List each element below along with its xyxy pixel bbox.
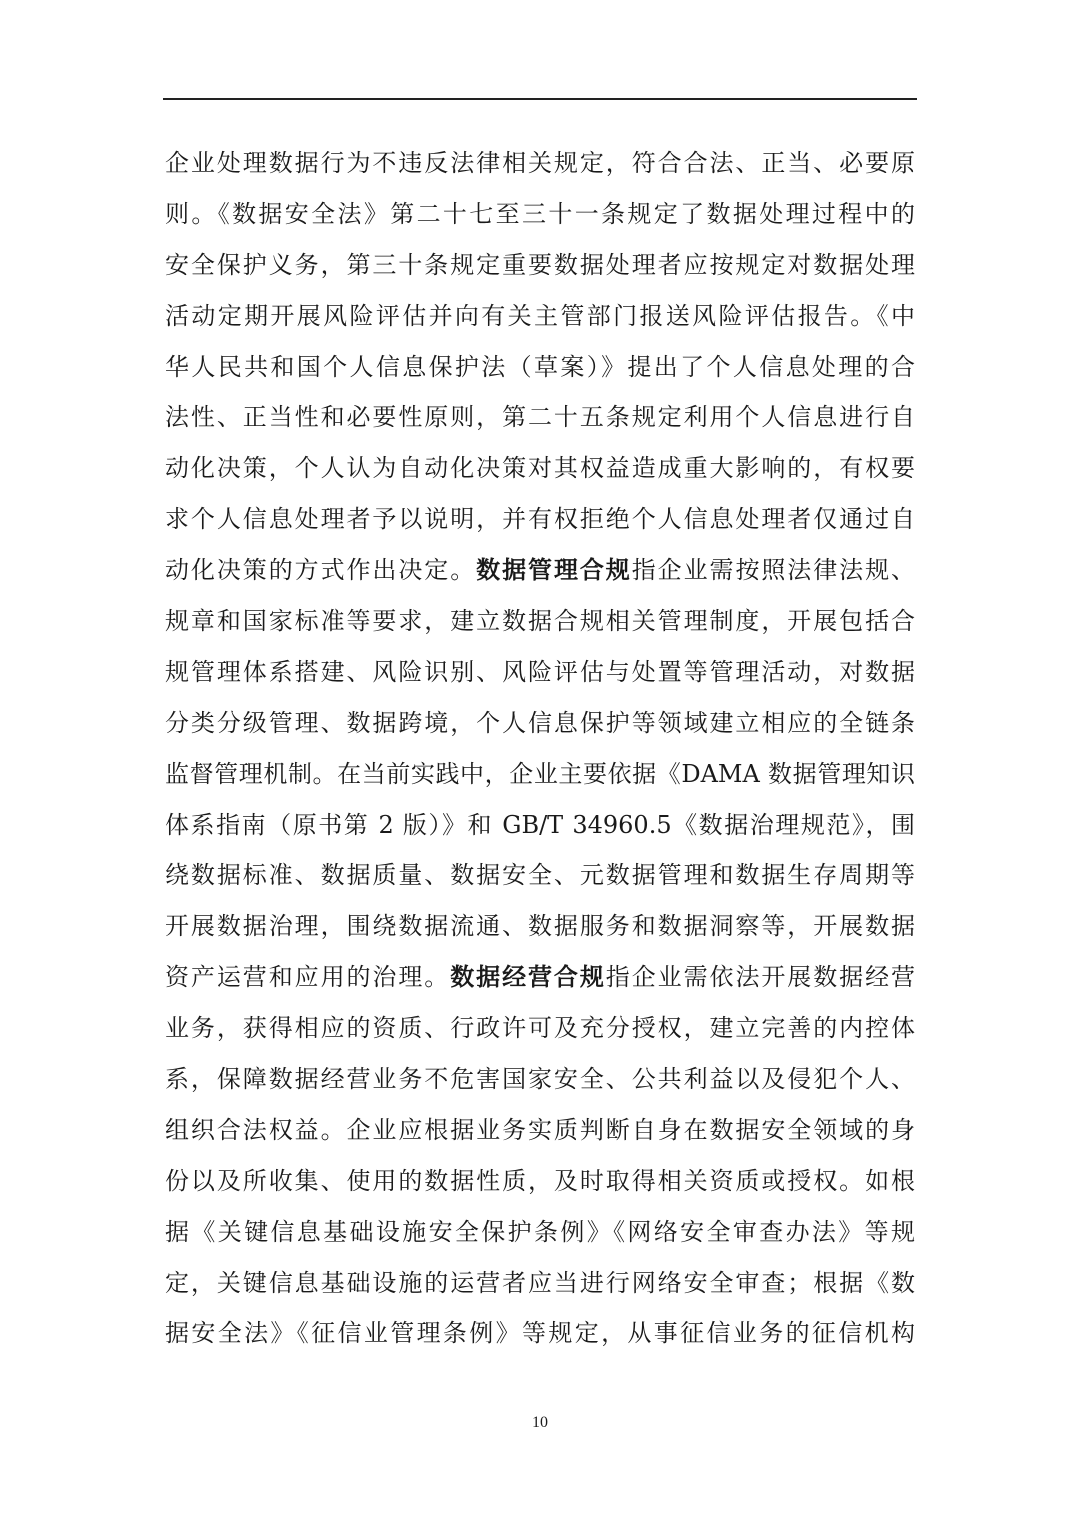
text-line: 求个人信息处理者予以说明，并有权拒绝个人信息处理者仅通过自 [165, 505, 915, 534]
text-line [165, 545, 915, 596]
text-line: 规章和国家标准等要求，建立数据合规相关管理制度，开展包括合 [165, 607, 915, 636]
text-line: 组织合法权益。企业应根据业务实质判断自身在数据安全领域的身 [165, 1115, 915, 1144]
text-line: 监督管理机制。在当前实践中，企业主要依据《DAMA 数据管理知识 [165, 759, 915, 788]
text-line: 定，关键信息基础设施的运营者应当进行网络安全审查；根据《数 [165, 1268, 915, 1297]
text-line: 据安全法》《征信业管理条例》等规定，从事征信业务的征信机构 [165, 1319, 915, 1348]
text-line: 法性、正当性和必要性原则，第二十五条规定利用个人信息进行自 [165, 403, 915, 432]
text-line: 据《关键信息基础设施安全保护条例》《网络安全审查办法》等规 [165, 1217, 915, 1246]
text-line: 安全保护义务，第三十条规定重要数据处理者应按规定对数据处理 [165, 250, 915, 279]
bold-term-data-operation-compliance: 数据经营合规 [450, 963, 606, 992]
body-paragraph [165, 138, 915, 1359]
text-line: 开展数据治理，围绕数据流通、数据服务和数据洞察等，开展数据 [165, 912, 915, 941]
text-segment: 指企业需按照法律法规、 [631, 556, 915, 585]
text-line: 规管理体系搭建、风险识别、风险评估与处置等管理活动，对数据 [165, 657, 915, 686]
text-line: 动化决策，个人认为自动化决策对其权益造成重大影响的，有权要 [165, 454, 915, 483]
text-line: 体系指南（原书第 2 版）》和 GB/T 34960.5《数据治理规范》，围 [165, 810, 915, 839]
text-line: 业务，获得相应的资质、行政许可及充分授权，建立完善的内控体 [165, 1014, 915, 1043]
header-rule [163, 98, 917, 100]
text-segment: 动化决策的方式作出决定。 [165, 556, 477, 585]
bold-term-data-management-compliance: 数据管理合规 [476, 556, 632, 585]
text-line: 华人民共和国个人信息保护法（草案）》提出了个人信息处理的合 [165, 352, 915, 381]
text-line [165, 952, 915, 1003]
text-line: 份以及所收集、使用的数据性质，及时取得相关资质或授权。如根 [165, 1166, 915, 1195]
text-line: 企业处理数据行为不违反法律相关规定，符合合法、正当、必要原 [165, 149, 915, 177]
text-line: 分类分级管理、数据跨境，个人信息保护等领域建立相应的全链条 [165, 708, 915, 737]
text-line: 系，保障数据经营业务不危害国家安全、公共利益以及侵犯个人、 [165, 1065, 915, 1094]
text-line: 活动定期开展风险评估并向有关主管部门报送风险评估报告。《中 [165, 301, 915, 330]
text-line: 则。《数据安全法》第二十七至三十一条规定了数据处理过程中的 [165, 199, 915, 228]
text-segment: 指企业需依法开展数据经营 [605, 963, 915, 992]
page-number: 10 [532, 1414, 548, 1431]
text-segment: 资产运营和应用的治理。 [165, 963, 451, 992]
text-line: 绕数据标准、数据质量、数据安全、元数据管理和数据生存周期等 [165, 861, 915, 890]
